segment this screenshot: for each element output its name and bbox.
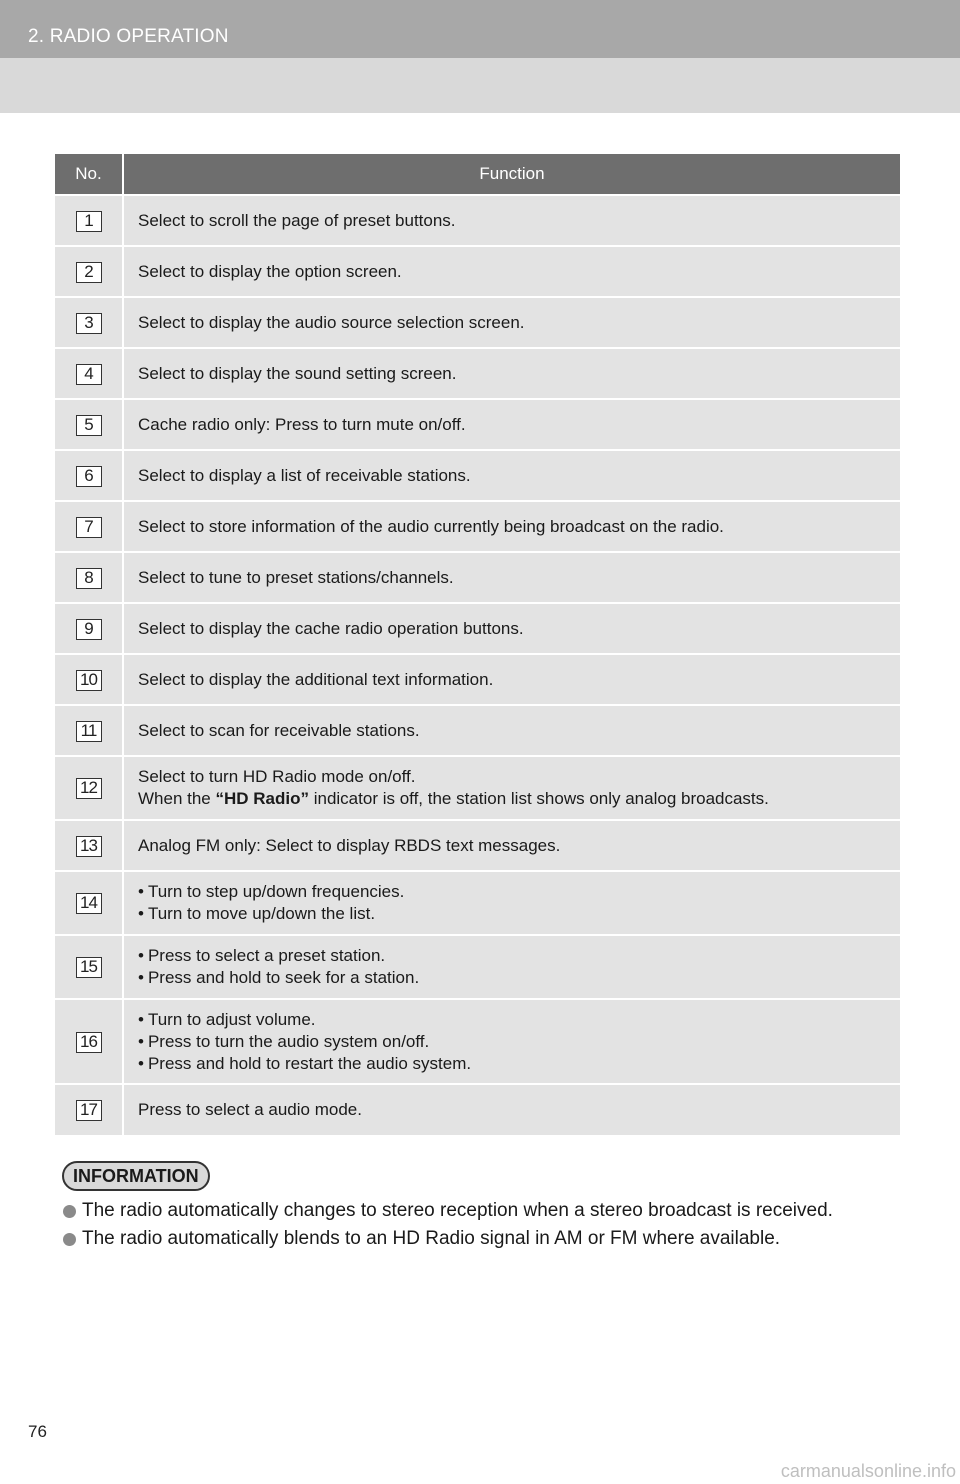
table-row <box>55 871 900 935</box>
bullet-item: • Turn to move up/down the list. <box>138 903 886 925</box>
hd-radio-indicator-label: “HD Radio” <box>215 789 309 808</box>
table-row <box>55 935 900 999</box>
bullet-item: • Turn to step up/down frequencies. <box>138 881 886 903</box>
item-number: 6 <box>76 466 102 487</box>
table-row <box>55 246 900 297</box>
item-number: 9 <box>76 619 102 640</box>
function-text: Select to display the audio source selection screen. <box>138 312 525 332</box>
function-text: Select to store information of the audio currently being broadcast on the radio. <box>138 516 724 536</box>
item-number: 16 <box>76 1032 102 1053</box>
table-row <box>55 756 900 820</box>
table-row <box>55 399 900 450</box>
item-number: 3 <box>76 313 102 334</box>
column-header-no: No. <box>55 154 123 195</box>
function-text: Select to display the cache radio operation buttons. <box>138 618 524 638</box>
table-row <box>55 195 900 246</box>
table-row <box>55 1084 900 1135</box>
bullet-item: • Turn to adjust volume. <box>138 1009 886 1031</box>
page-number: 76 <box>28 1422 47 1441</box>
item-number: 1 <box>76 211 102 232</box>
bullet-item: • Press to select a preset station. <box>138 945 886 967</box>
bullet-dot-icon <box>63 1205 76 1218</box>
table-row <box>55 603 900 654</box>
table-row <box>55 450 900 501</box>
column-header-function: Function <box>123 154 900 195</box>
item-number: 5 <box>76 415 102 436</box>
table-header-row <box>55 154 900 195</box>
item-number: 4 <box>76 364 102 385</box>
function-text: Analog FM only: Select to display RBDS text messages. <box>138 835 561 855</box>
function-text: Select to turn HD Radio mode on/off. <box>138 767 416 786</box>
function-table <box>55 154 900 1135</box>
watermark: carmanualsonline.info <box>780 1461 956 1481</box>
table-row <box>55 297 900 348</box>
table-row <box>55 654 900 705</box>
function-text: Select to scroll the page of preset buttons. <box>138 210 456 230</box>
function-text: Select to display a list of receivable stations. <box>138 465 471 485</box>
information-list <box>62 1197 922 1253</box>
item-number: 13 <box>76 836 102 857</box>
bullet-item: • Press and hold to seek for a station. <box>138 967 886 989</box>
bullet-item: • Press to turn the audio system on/off. <box>138 1031 886 1053</box>
function-text: Select to display the sound setting screen. <box>138 363 457 383</box>
function-text: Cache radio only: Press to turn mute on/off. <box>138 414 466 434</box>
item-number: 15 <box>76 957 102 978</box>
bullet-dot-icon <box>63 1233 76 1246</box>
item-number: 17 <box>76 1100 102 1121</box>
table-row <box>55 552 900 603</box>
item-number: 7 <box>76 517 102 538</box>
table-row <box>55 820 900 871</box>
information-label: INFORMATION <box>62 1161 210 1191</box>
item-number: 2 <box>76 262 102 283</box>
bullet-item: • Press and hold to restart the audio system. <box>138 1053 886 1075</box>
table-row <box>55 705 900 756</box>
section-title: 2. RADIO OPERATION <box>28 26 229 47</box>
item-number: 10 <box>76 670 102 691</box>
header-sub-band <box>0 58 960 113</box>
function-text: Select to display the option screen. <box>138 261 402 281</box>
table-row <box>55 999 900 1084</box>
item-number: 8 <box>76 568 102 589</box>
information-item: The radio automatically changes to stereo reception when a stereo broadcast is received. <box>62 1197 922 1225</box>
table-row <box>55 348 900 399</box>
item-number: 14 <box>76 893 102 914</box>
function-text: Select to display the additional text information. <box>138 669 494 689</box>
header-band <box>0 0 960 58</box>
item-number: 11 <box>76 721 102 742</box>
item-number: 12 <box>76 778 102 799</box>
function-text: Select to tune to preset stations/channels. <box>138 567 454 587</box>
table-row <box>55 501 900 552</box>
function-text: Press to select a audio mode. <box>138 1100 362 1119</box>
function-text-line2: When the “HD Radio” indicator is off, the station list shows only analog broadcasts. <box>138 789 769 808</box>
function-text: Select to scan for receivable stations. <box>138 720 420 740</box>
information-item: The radio automatically blends to an HD Radio signal in AM or FM where available. <box>62 1225 922 1253</box>
